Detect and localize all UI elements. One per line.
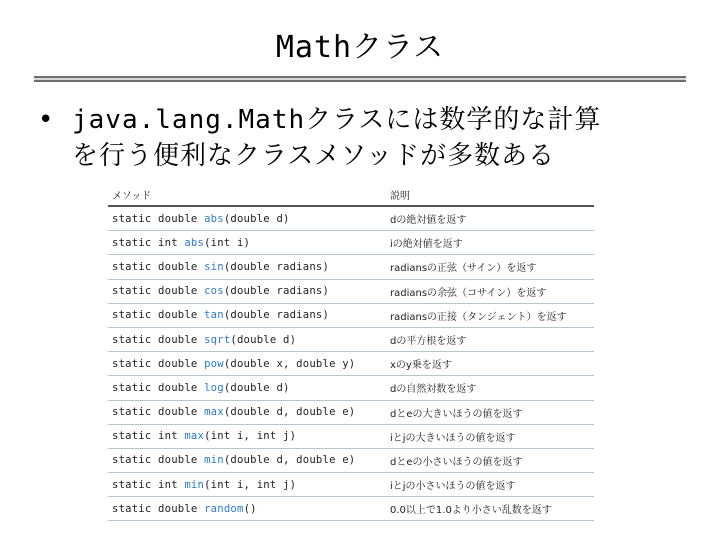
signature-modifiers: static int	[112, 430, 185, 443]
method-name: random	[204, 502, 244, 515]
method-description: dの平方根を返す	[386, 327, 594, 351]
table-row	[108, 497, 594, 521]
method-parameters: (double radians)	[223, 260, 330, 273]
table-row	[108, 327, 594, 351]
method-description: 0.0以上で1.0より小さい乱数を返す	[386, 497, 594, 521]
method-description: dの自然対数を返す	[386, 376, 594, 400]
bullet-text-line-2: を行う便利なクラスメソッドが多数ある	[72, 141, 556, 171]
method-name: max	[184, 430, 205, 443]
table-row	[108, 400, 594, 424]
method-signature	[108, 327, 386, 351]
column-header-description: 説明	[386, 183, 594, 206]
signature-modifiers: static double	[112, 502, 205, 515]
table-header-row	[108, 183, 594, 206]
method-name: sin	[204, 260, 224, 273]
method-description: xのy乗を返す	[386, 352, 594, 376]
signature-modifiers: static int	[112, 478, 185, 491]
method-name: min	[184, 478, 205, 491]
signature-modifiers: static double	[112, 260, 205, 273]
table-row	[108, 231, 594, 255]
method-parameters: (double d)	[223, 381, 290, 394]
method-description: dとeの小さいほうの値を返す	[386, 448, 594, 472]
signature-modifiers: static double	[112, 285, 205, 298]
title-divider	[34, 76, 686, 82]
table-row	[108, 424, 594, 448]
method-description: dの絶対値を返す	[386, 206, 594, 231]
method-parameters: (double x, double y)	[223, 357, 356, 370]
method-name: log	[204, 381, 224, 394]
method-description: iの絶対値を返す	[386, 231, 594, 255]
method-parameters: (int i)	[204, 236, 251, 249]
method-parameters: (double d)	[230, 333, 297, 346]
signature-modifiers: static double	[112, 381, 205, 394]
method-description: radiansの正弦（サイン）を返す	[386, 255, 594, 279]
math-methods-table	[108, 183, 594, 521]
method-signature	[108, 497, 386, 521]
method-name: cos	[204, 285, 224, 298]
method-signature	[108, 473, 386, 497]
method-description: iとjの小さいほうの値を返す	[386, 473, 594, 497]
method-parameters: (double d, double e)	[223, 454, 356, 467]
method-description: radiansの正接（タンジェント）を返す	[386, 303, 594, 327]
method-name: abs	[204, 212, 224, 225]
bullet-text	[72, 102, 692, 174]
method-signature	[108, 206, 386, 231]
method-parameters: ()	[243, 502, 257, 515]
table-row	[108, 279, 594, 303]
signature-modifiers: static double	[112, 454, 205, 467]
signature-modifiers: static double	[112, 406, 205, 419]
method-name: max	[204, 406, 224, 419]
table-row	[108, 473, 594, 497]
method-parameters: (double radians)	[223, 285, 330, 298]
method-signature	[108, 448, 386, 472]
bullet-text-line-1: java.lang.Mathクラスには数学的な計算	[72, 105, 602, 135]
bullet-marker: •	[38, 105, 54, 135]
slide-title: Mathクラス	[275, 30, 445, 65]
table-row	[108, 255, 594, 279]
table-row	[108, 376, 594, 400]
method-parameters: (int i, int j)	[204, 430, 297, 443]
method-name: abs	[184, 236, 205, 249]
method-name: pow	[204, 357, 224, 370]
signature-modifiers: static double	[112, 309, 205, 322]
method-parameters: (int i, int j)	[204, 478, 297, 491]
method-signature	[108, 303, 386, 327]
method-name: tan	[204, 309, 224, 322]
table-row	[108, 448, 594, 472]
method-name: sqrt	[204, 333, 231, 346]
method-description: radiansの余弦（コサイン）を返す	[386, 279, 594, 303]
method-signature	[108, 231, 386, 255]
signature-modifiers: static int	[112, 236, 185, 249]
method-description: iとjの大きいほうの値を返す	[386, 424, 594, 448]
signature-modifiers: static double	[112, 357, 205, 370]
method-signature	[108, 255, 386, 279]
table-body	[108, 206, 594, 521]
method-name: min	[204, 454, 224, 467]
method-signature	[108, 400, 386, 424]
method-parameters: (double radians)	[223, 309, 330, 322]
method-signature	[108, 424, 386, 448]
table-row	[108, 206, 594, 231]
table-row	[108, 352, 594, 376]
method-signature	[108, 352, 386, 376]
method-signature	[108, 279, 386, 303]
method-description: dとeの大きいほうの値を返す	[386, 400, 594, 424]
column-header-method: メソッド	[108, 183, 386, 206]
method-parameters: (double d, double e)	[223, 406, 356, 419]
table-row	[108, 303, 594, 327]
method-parameters: (double d)	[223, 212, 290, 225]
method-signature	[108, 376, 386, 400]
signature-modifiers: static double	[112, 212, 205, 225]
signature-modifiers: static double	[112, 333, 205, 346]
